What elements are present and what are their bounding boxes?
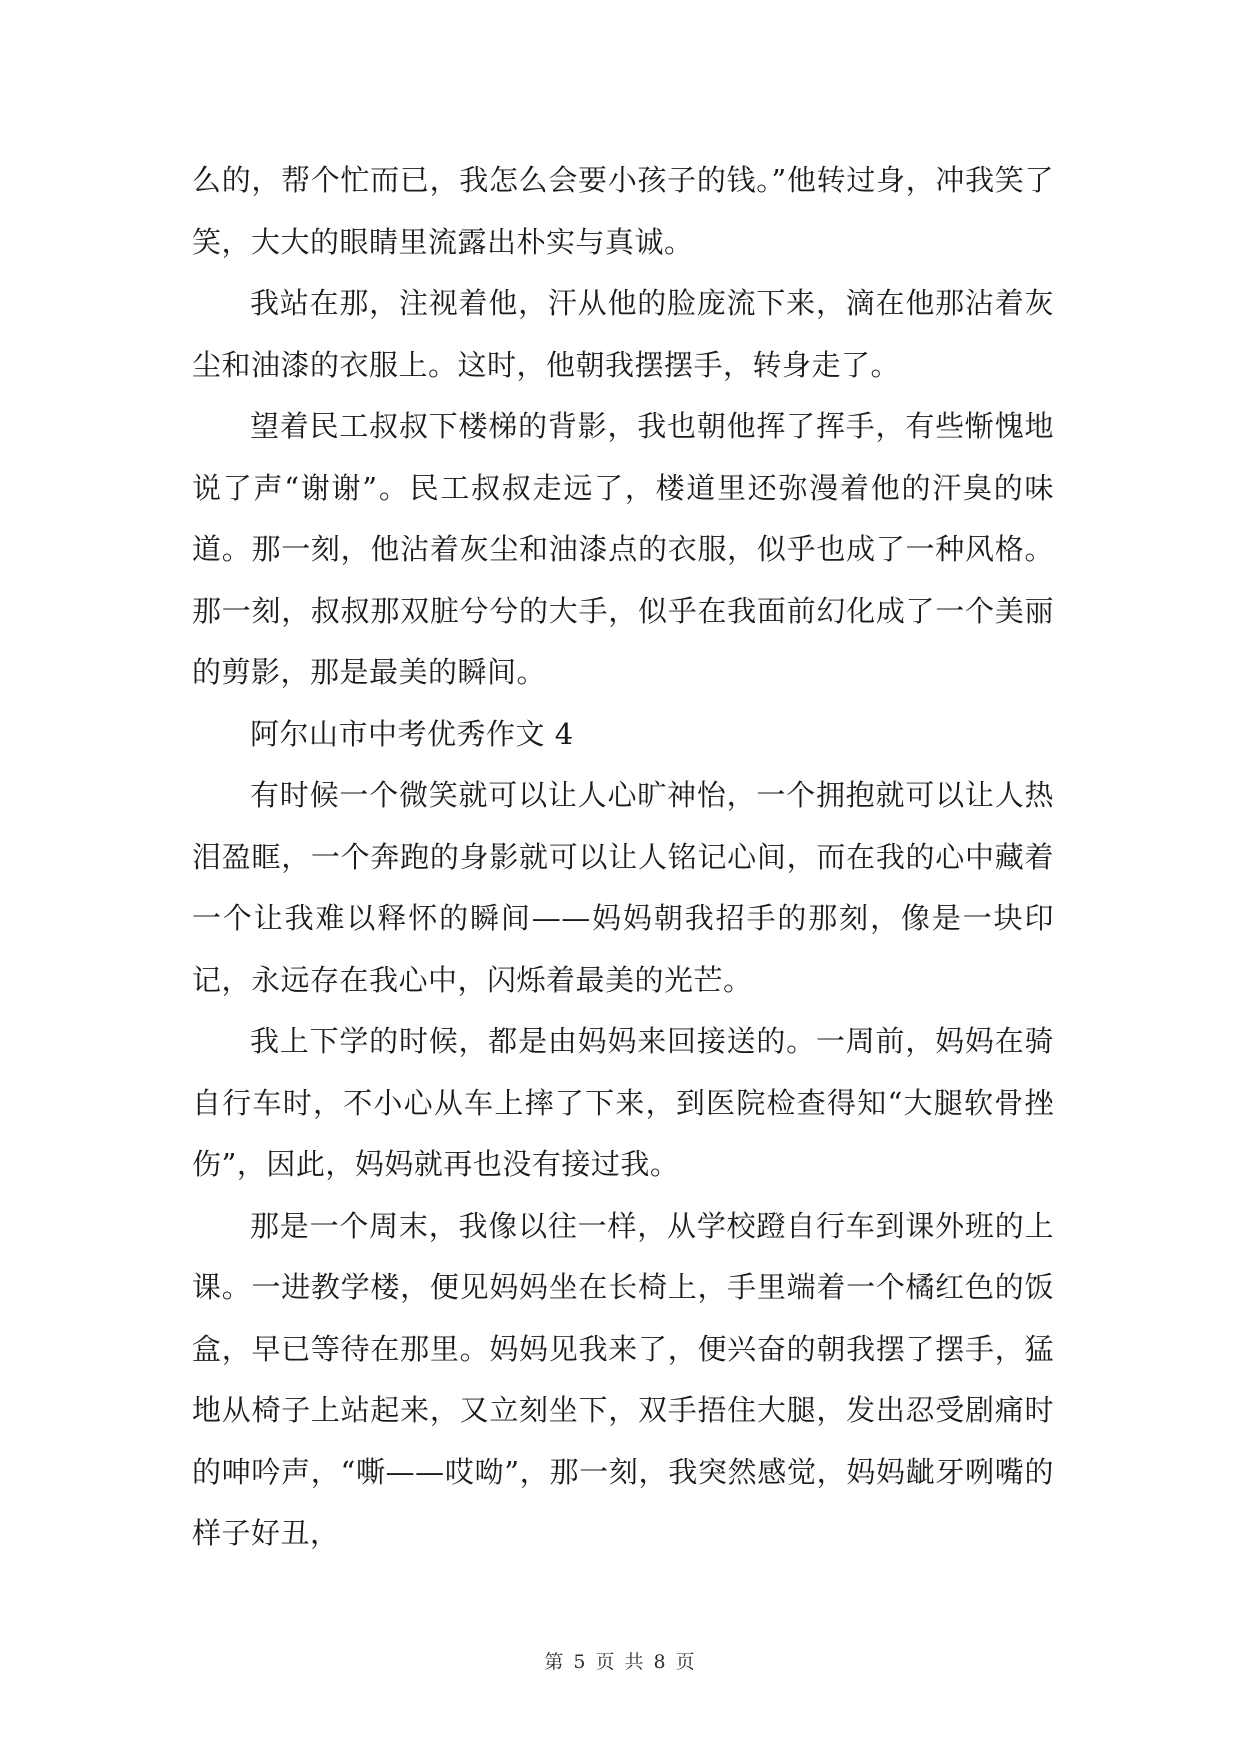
paragraph-continuation: 么的，帮个忙而已，我怎么会要小孩子的钱。”他转过身，冲我笑了笑，大大的眼睛里流露出朴实与真诚。 [192,163,1054,259]
paragraph: 望着民工叔叔下楼梯的背影，我也朝他挥了挥手，有些惭愧地说了声“谢谢”。民工叔叔走远了，楼道里还弥漫着他的汗臭的味道。那一刻，他沾着灰尘和油漆点的衣服，似乎也成了一种风格。那一刻，叔叔那双脏兮兮的大手，似乎在我面前幻化成了一个美丽的剪影，那是最美的瞬间。 [192,409,1054,689]
paragraph: 那是一个周末，我像以往一样，从学校蹬自行车到课外班的上课。一进教学楼，便见妈妈坐在长椅上，手里端着一个橘红色的饭盒，早已等待在那里。妈妈见我来了，便兴奋的朝我摆了摆手，猛地从椅子上站起来，又立刻坐下，双手捂住大腿，发出忍受剧痛时的呻吟声，“嘶——哎呦”，那一刻，我突然感觉，妈妈龇牙咧嘴的样子好丑， [192,1208,1054,1550]
paragraph: 我上下学的时候，都是由妈妈来回接送的。一周前，妈妈在骑自行车时，不小心从车上摔了下来，到医院检查得知“大腿软骨挫伤”，因此，妈妈就再也没有接过我。 [192,1024,1054,1181]
section-heading: 阿尔山市中考优秀作文 4 [250,716,574,751]
paragraph: 有时候一个微笑就可以让人心旷神怡，一个拥抱就可以让人热泪盈眶，一个奔跑的身影就可以让人铭记心间，而在我的心中藏着一个让我难以释怀的瞬间——妈妈朝我招手的那刻，像是一块印记，永远存在我心中，闪烁着最美的光芒。 [192,778,1054,997]
document-body [192,150,1054,1565]
page-footer: 第 5 页 共 8 页 [544,1651,697,1673]
paragraph: 我站在那，注视着他，汗从他的脸庞流下来，滴在他那沾着灰尘和油漆的衣服上。这时，他朝我摆摆手，转身走了。 [192,286,1054,382]
